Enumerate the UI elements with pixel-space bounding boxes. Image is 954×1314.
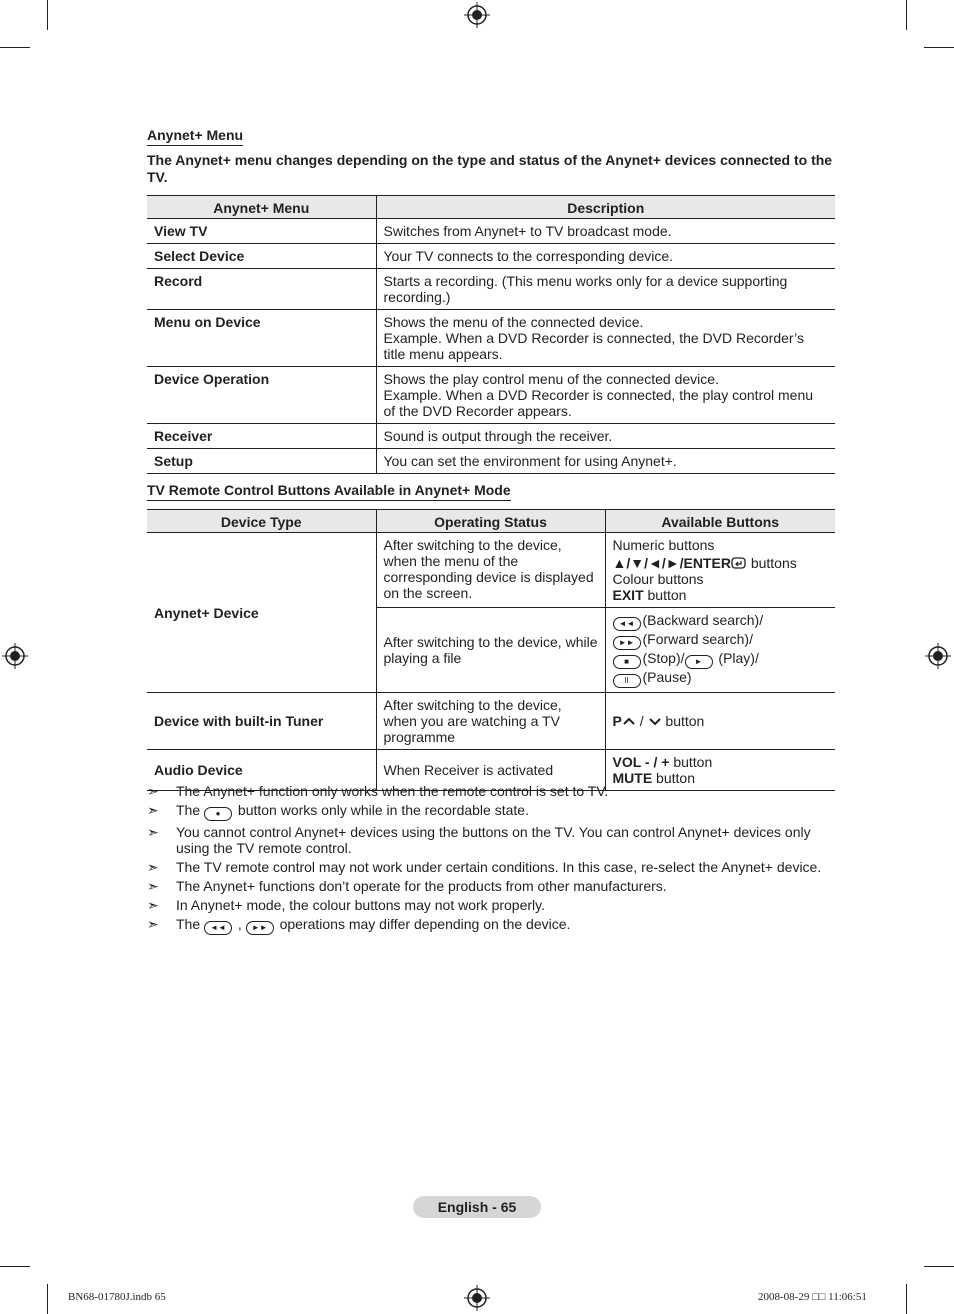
operating-status: After switching to the device, when the menu of the corresponding device is displayed on the screen. bbox=[376, 533, 605, 608]
fast-forward-icon: ►► bbox=[246, 921, 274, 935]
section-title-remote-buttons: TV Remote Control Buttons Available in Anynet+ Mode bbox=[147, 482, 511, 501]
button-label: button bbox=[661, 713, 705, 729]
menu-name: Setup bbox=[147, 449, 376, 474]
device-type: Anynet+ Device bbox=[147, 533, 376, 693]
note-item bbox=[147, 783, 827, 799]
registration-mark-icon bbox=[464, 2, 490, 28]
table-row bbox=[147, 449, 835, 474]
button-label: button bbox=[652, 770, 695, 786]
menu-description: Starts a recording. (This menu works only for a device supporting recording.) bbox=[376, 269, 835, 310]
note-arrow-icon: ➣ bbox=[147, 783, 159, 799]
note-item bbox=[147, 897, 827, 913]
note-arrow-icon: ➣ bbox=[147, 897, 159, 913]
fast-forward-icon: ►► bbox=[613, 636, 641, 650]
button-label: button bbox=[669, 754, 713, 770]
remote-buttons-table bbox=[147, 509, 835, 791]
notes-list bbox=[147, 783, 827, 938]
enter-label: ENTER bbox=[683, 555, 731, 571]
note-text: The Anynet+ function only works when the remote control is set to TV. bbox=[176, 783, 609, 799]
table-row bbox=[147, 424, 835, 449]
menu-description bbox=[376, 367, 835, 424]
note-arrow-icon: ➣ bbox=[147, 859, 159, 875]
menu-description: Your TV connects to the corresponding device. bbox=[376, 244, 835, 269]
column-header: Description bbox=[376, 196, 835, 219]
registration-mark-icon bbox=[925, 643, 951, 669]
registration-mark-icon bbox=[2, 643, 28, 669]
mute-label: MUTE bbox=[612, 770, 653, 786]
description-example: Example. When a DVD Recorder is connected, the play control menu of the DVD Recorder appears. bbox=[383, 387, 814, 419]
crop-mark bbox=[924, 1266, 954, 1267]
operating-status: After switching to the device, when you are watching a TV programme bbox=[376, 693, 605, 750]
chevron-up-icon bbox=[622, 716, 636, 726]
description-line: Shows the menu of the connected device. bbox=[383, 314, 644, 330]
button-line bbox=[613, 631, 829, 650]
menu-name: Menu on Device bbox=[147, 310, 376, 367]
note-text: In Anynet+ mode, the colour buttons may not work properly. bbox=[176, 897, 545, 913]
column-header: Operating Status bbox=[376, 510, 605, 533]
available-buttons bbox=[605, 608, 835, 693]
column-header: Device Type bbox=[147, 510, 376, 533]
rewind-icon: ◄◄ bbox=[204, 921, 232, 935]
column-header: Anynet+ Menu bbox=[147, 196, 376, 219]
button-line bbox=[613, 754, 829, 770]
note-text: button works only while in the recordable state. bbox=[234, 802, 529, 818]
button-line: Numeric buttons bbox=[612, 537, 715, 553]
note-text: , bbox=[234, 916, 246, 932]
crop-mark bbox=[47, 1284, 48, 1314]
arrow-keys-label: ▲/▼/◄/►/ bbox=[612, 555, 684, 571]
available-buttons bbox=[605, 693, 835, 750]
enter-icon bbox=[731, 557, 747, 569]
record-icon: ● bbox=[204, 807, 232, 821]
pause-label: (Pause) bbox=[642, 669, 692, 685]
crop-mark bbox=[47, 0, 48, 30]
table-row bbox=[147, 219, 835, 244]
table-header-row bbox=[147, 510, 835, 533]
note-arrow-icon: ➣ bbox=[147, 802, 159, 818]
table-row bbox=[147, 269, 835, 310]
note-text: The Anynet+ functions don’t operate for the products from other manufacturers. bbox=[176, 878, 667, 894]
note-item bbox=[147, 802, 827, 821]
menu-name: View TV bbox=[147, 219, 376, 244]
channel-label: P bbox=[612, 713, 622, 729]
rewind-icon: ◄◄ bbox=[613, 617, 641, 631]
table-row bbox=[147, 244, 835, 269]
footer-file-info: BN68-01780J.indb 65 bbox=[68, 1291, 166, 1303]
crop-mark bbox=[906, 0, 907, 30]
button-line: Colour buttons bbox=[612, 571, 704, 587]
description-line: Shows the play control menu of the connected device. bbox=[383, 371, 719, 387]
table-header-row bbox=[147, 196, 835, 219]
menu-name: Record bbox=[147, 269, 376, 310]
available-buttons bbox=[605, 533, 835, 608]
anynet-menu-table bbox=[147, 195, 835, 474]
stop-icon: ■ bbox=[613, 655, 641, 669]
column-header: Available Buttons bbox=[605, 510, 835, 533]
note-item bbox=[147, 878, 827, 894]
table-row bbox=[147, 533, 835, 608]
table-row bbox=[147, 310, 835, 367]
table-row bbox=[147, 693, 835, 750]
footer-timestamp: 2008-08-29 □□ 11:06:51 bbox=[758, 1291, 867, 1303]
crop-mark bbox=[0, 47, 30, 48]
exit-label: EXIT bbox=[612, 587, 644, 603]
description-example: Example. When a DVD Recorder is connected, the DVD Recorder’s title menu appears. bbox=[383, 330, 804, 362]
note-text: You cannot control Anynet+ devices using the buttons on the TV. You can control Anynet+ devices only using the TV remote control. bbox=[176, 824, 811, 856]
note-item bbox=[147, 824, 827, 856]
table-row bbox=[147, 367, 835, 424]
pause-icon: II bbox=[613, 674, 641, 688]
play-label: (Play)/ bbox=[714, 650, 759, 666]
crop-mark bbox=[906, 1284, 907, 1314]
separator: / bbox=[635, 713, 648, 729]
chevron-down-icon bbox=[648, 717, 662, 727]
fast-forward-label: (Forward search)/ bbox=[642, 631, 753, 647]
stop-label: (Stop)/ bbox=[642, 650, 685, 666]
operating-status: When Receiver is activated bbox=[376, 750, 605, 791]
crop-mark bbox=[924, 47, 954, 48]
operating-status: After switching to the device, while playing a file bbox=[376, 608, 605, 693]
volume-label: VOL - / + bbox=[612, 754, 670, 770]
button-line bbox=[613, 650, 829, 669]
note-text: The bbox=[176, 802, 205, 818]
menu-description: Switches from Anynet+ to TV broadcast mode. bbox=[376, 219, 835, 244]
menu-description: Sound is output through the receiver. bbox=[376, 424, 835, 449]
play-icon: ► bbox=[685, 655, 713, 669]
section-title-anynet-menu: Anynet+ Menu bbox=[147, 127, 243, 146]
button-line bbox=[613, 555, 829, 571]
rewind-label: (Backward search)/ bbox=[642, 612, 764, 628]
button-line bbox=[613, 612, 829, 631]
menu-description: You can set the environment for using Anynet+. bbox=[376, 449, 835, 474]
device-type: Device with built-in Tuner bbox=[147, 693, 376, 750]
note-arrow-icon: ➣ bbox=[147, 824, 159, 840]
menu-name: Device Operation bbox=[147, 367, 376, 424]
note-arrow-icon: ➣ bbox=[147, 916, 159, 932]
button-line bbox=[613, 669, 829, 688]
menu-name: Select Device bbox=[147, 244, 376, 269]
menu-name: Receiver bbox=[147, 424, 376, 449]
note-text: The bbox=[176, 916, 205, 932]
note-text: The TV remote control may not work under certain conditions. In this case, re-select the Anynet+ device. bbox=[176, 859, 822, 875]
note-item bbox=[147, 916, 827, 935]
registration-mark-icon bbox=[464, 1285, 490, 1311]
note-item bbox=[147, 859, 827, 875]
buttons-label: buttons bbox=[746, 555, 797, 571]
intro-text: The Anynet+ menu changes depending on the type and status of the Anynet+ devices connected to the TV. bbox=[147, 152, 833, 185]
note-arrow-icon: ➣ bbox=[147, 878, 159, 894]
button-label: button bbox=[643, 587, 687, 603]
button-line bbox=[613, 587, 829, 603]
menu-description bbox=[376, 310, 835, 367]
crop-mark bbox=[0, 1266, 30, 1267]
device-type: Audio Device bbox=[147, 750, 376, 791]
note-text: operations may differ depending on the device. bbox=[275, 916, 571, 932]
page-number: English - 65 bbox=[413, 1196, 541, 1218]
